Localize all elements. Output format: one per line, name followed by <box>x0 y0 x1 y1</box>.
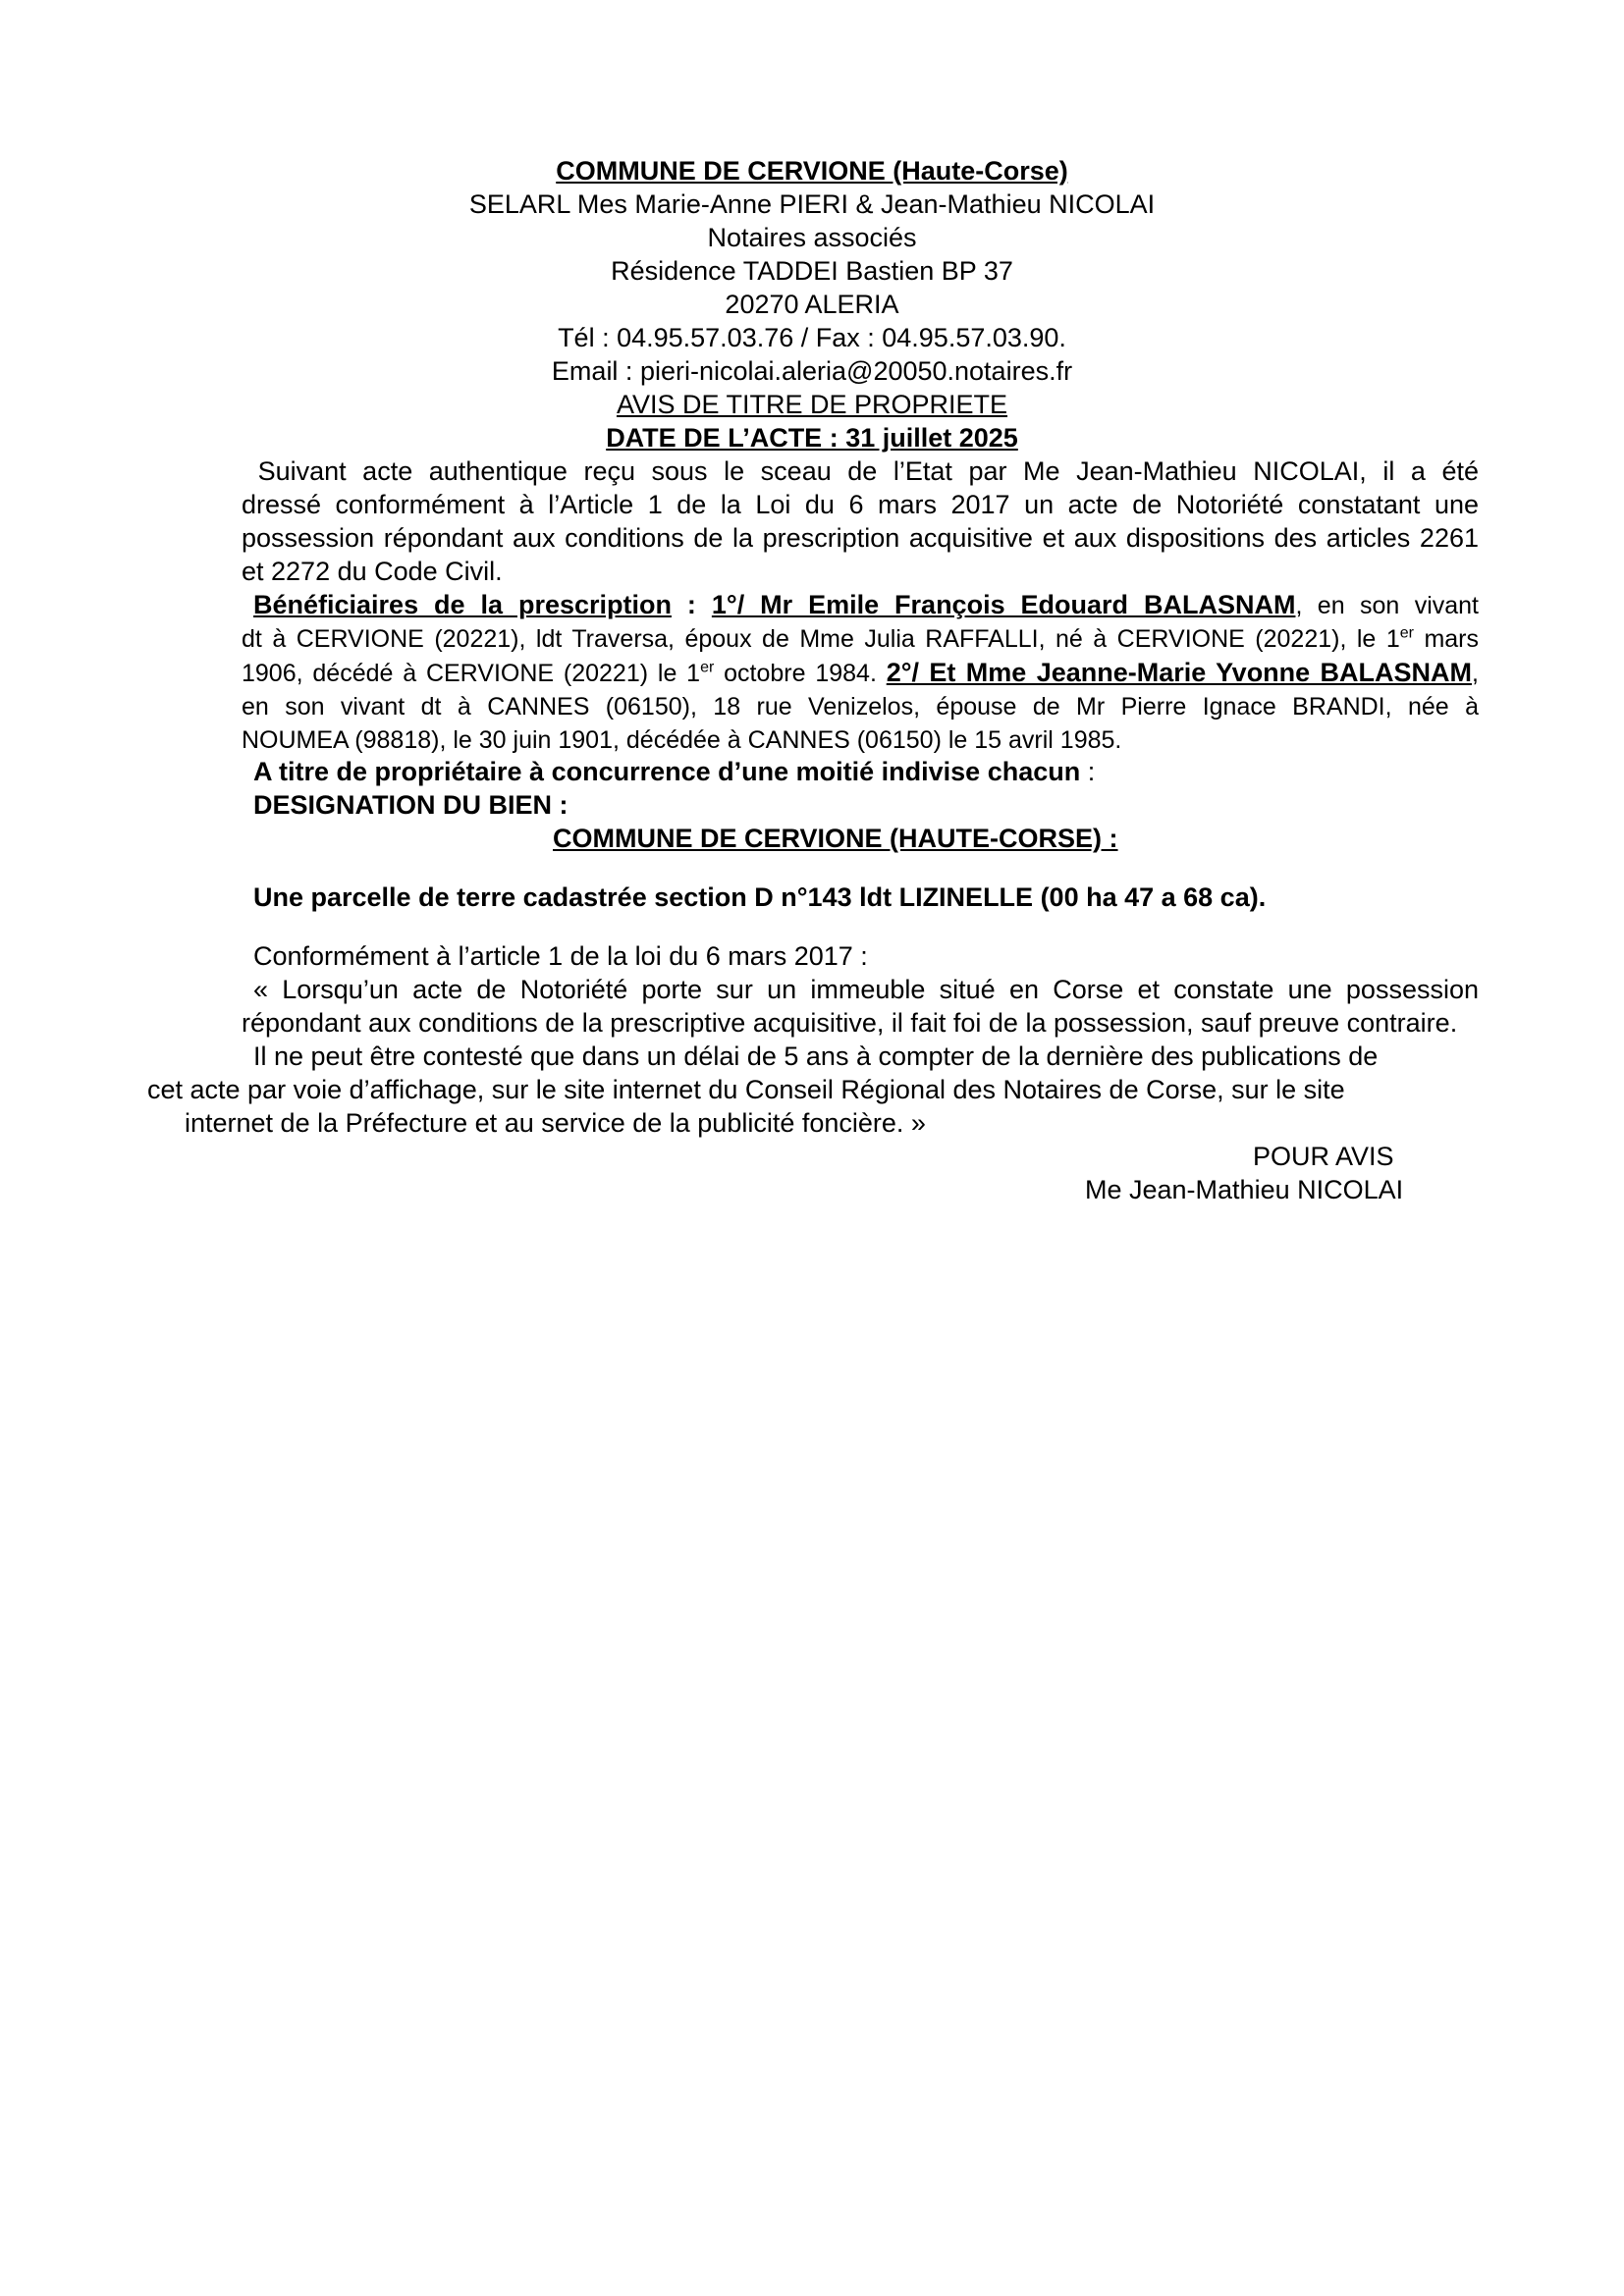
notaires-line: Notaires associés <box>707 223 917 252</box>
beneficiary-1-suffix: , en son vivant <box>1295 592 1479 619</box>
residence-line: Résidence TADDEI Bastien BP 37 <box>611 256 1013 286</box>
beneficiaries-colon: : <box>671 590 712 619</box>
ownership-statement: A titre de propriétaire à concurrence d’une moitié indivise chacun <box>253 757 1081 786</box>
commune-heading: COMMUNE DE CERVIONE (Haute-Corse) <box>556 156 1068 186</box>
intro <box>242 454 1479 588</box>
intro-line-4: et 2272 du Code Civil. <box>242 557 503 586</box>
intro-line-2: dressé conformément à l’Article 1 de la Loi du 6 mars 2017 un acte de Notoriété constatant une <box>242 490 1479 519</box>
city-line: 20270 ALERIA <box>725 290 899 319</box>
pour-avis-label: POUR AVIS <box>1253 1142 1394 1171</box>
notary-signature-name: Me Jean-Mathieu NICOLAI <box>1085 1175 1404 1204</box>
designation-heading: DESIGNATION DU BIEN : <box>253 790 568 820</box>
beneficiary-line-3 <box>242 656 1479 690</box>
deed-date: DATE DE L’ACTE : 31 juillet 2025 <box>606 423 1018 453</box>
quote-line-1: « Lorsqu’un acte de Notoriété porte sur un immeuble situé en Corse et constate une possession <box>253 975 1479 1004</box>
superscript-er-2: er <box>700 659 715 676</box>
law-quote-paragraph <box>242 973 1479 1040</box>
beneficiaries-label: Bénéficiaires de la prescription <box>253 590 672 619</box>
quote-line-3: Il ne peut être contesté que dans un délai de 5 ans à compter de la dernière des publications de <box>253 1041 1379 1071</box>
beneficiary-1-death-b: octobre 1984. <box>714 660 887 687</box>
parcel-description: Une parcelle de terre cadastrée section D n°143 ldt LIZINELLE (00 ha 47 a 68 ca). <box>253 882 1267 912</box>
quote-line-4: cet acte par voie d’affichage, sur le site internet du Conseil Régional des Notaires de Corse, sur le site <box>147 1075 1345 1104</box>
superscript-er: er <box>1399 624 1414 642</box>
beneficiary-2-name: 2°/ Et Mme Jeanne-Marie Yvonne BALASNAM <box>886 658 1473 687</box>
beneficiary-1-month: mars <box>1413 625 1480 653</box>
beneficiaries-paragraph <box>242 588 1479 757</box>
notice-title: AVIS DE TITRE DE PROPRIETE <box>616 390 1008 419</box>
beneficiary-2-comma: , <box>1472 660 1479 687</box>
phone-fax-line: Tél : 04.95.57.03.76 / Fax : 04.95.57.03.90. <box>558 323 1066 352</box>
selarl-line: SELARL Mes Marie-Anne PIERI & Jean-Mathieu NICOLAI <box>468 189 1156 219</box>
ownership-colon: : <box>1080 757 1096 786</box>
law-reference-line: Conformément à l’article 1 de la loi du 6 mars 2017 : <box>253 941 868 971</box>
ownership-line <box>253 755 1095 788</box>
beneficiary-2-line-4: en son vivant dt à CANNES (06150), 18 rue Venizelos, épouse de Mr Pierre Ignace BRANDI, née à <box>242 693 1479 721</box>
quote-line-2: répondant aux conditions de la prescriptive acquisitive, il fait foi de la possession, sauf preuve contraire. <box>242 1008 1458 1038</box>
beneficiary-1-details: dt à CERVIONE (20221), ldt Traversa, époux de Mme Julia RAFFALLI, né à CERVIONE (20221), le 1 <box>242 625 1400 653</box>
property-commune-heading: COMMUNE DE CERVIONE (HAUTE-CORSE) : <box>553 824 1118 853</box>
email-line: Email : pieri-nicolai.aleria@20050.notaires.fr <box>551 356 1073 386</box>
intro-line-1-content: Suivant acte authentique reçu sous le sceau de l’Etat par Me Jean-Mathieu NICOLAI, il a été <box>257 456 1479 486</box>
intro-line-3: possession répondant aux conditions de la prescription acquisitive et aux dispositions des articles 2261 <box>242 523 1479 553</box>
beneficiary-1-line-2 <box>242 622 1479 656</box>
beneficiary-1-name: 1°/ Mr Emile François Edouard BALASNAM <box>711 590 1296 619</box>
beneficiary-2-line-5: NOUMEA (98818), le 30 juin 1901, décédée à CANNES (06150) le 15 avril 1985. <box>242 726 1122 754</box>
beneficiary-1-death-a: 1906, décédé à CERVIONE (20221) le 1 <box>242 660 701 687</box>
quote-line-5: internet de la Préfecture et au service de la publicité foncière. » <box>185 1108 926 1138</box>
